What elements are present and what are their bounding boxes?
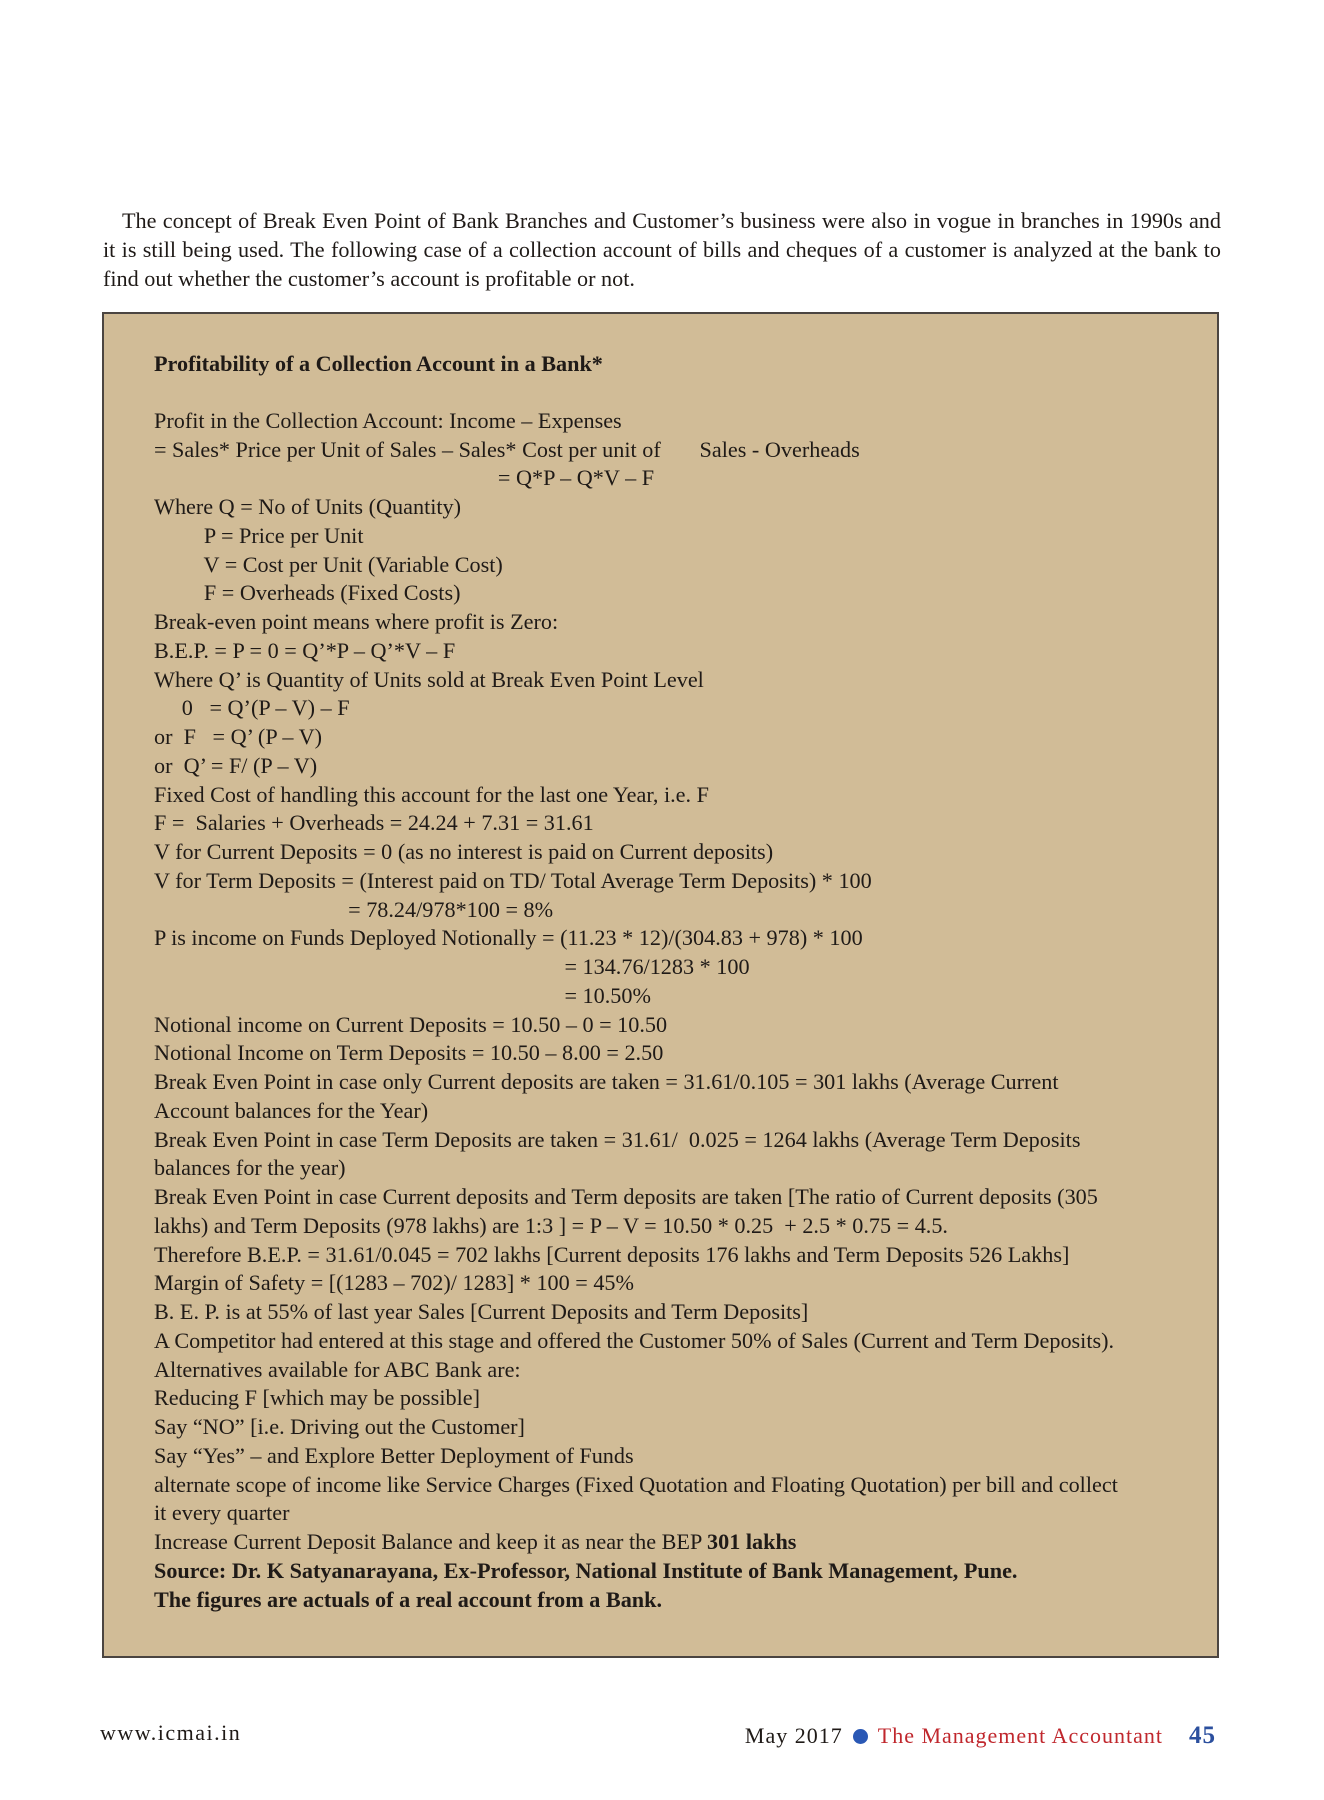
formula-line: 0 = Q’(P – V) – F (154, 695, 350, 721)
formula-line: Say “NO” [i.e. Driving out the Customer] (154, 1414, 525, 1439)
formula-line: Break Even Point in case Term Deposits are taken = 31.61/ 0.025 = 1264 lakhs (Average Term Deposits (154, 1126, 1081, 1152)
formula-line: = 134.76/1283 * 100 (154, 954, 750, 979)
page-number: 45 (1189, 1722, 1216, 1749)
formula-line: V for Term Deposits = (Interest paid on TD/ Total Average Term Deposits) * 100 (154, 867, 872, 893)
formula-line: Notional Income on Term Deposits = 10.50 – 8.00 = 2.50 (154, 1040, 664, 1066)
bullet-dot-icon (853, 1729, 868, 1744)
formula-line: balances for the year) (154, 1155, 346, 1181)
case-study-title: Profitability of a Collection Account in a Bank* (154, 351, 603, 376)
formula-line: Alternatives available for ABC Bank are: (154, 1356, 521, 1382)
formula-line: P = Price per Unit (154, 522, 364, 548)
formula-line: lakhs) and Term Deposits (978 lakhs) are 1:3 ] = P – V = 10.50 * 0.25 + 2.5 * 0.75 = 4.5. (154, 1212, 948, 1238)
formula-line: or F = Q’ (P – V) (154, 724, 323, 749)
formula-line: B. E. P. is at 55% of last year Sales [Current Deposits and Term Deposits] (154, 1299, 809, 1324)
footer-magazine-name: The Management Accountant (877, 1723, 1163, 1748)
formula-line: V for Current Deposits = 0 (as no interest is paid on Current deposits) (154, 839, 774, 864)
case-study-box (102, 312, 1219, 1658)
recommendation-bep-value: 301 lakhs (707, 1529, 797, 1554)
footer-date: May 2017 (744, 1723, 843, 1748)
formula-line: = Sales* Price per Unit of Sales – Sales* Cost per unit of Sales - Overheads (154, 436, 860, 462)
formula-line: Where Q = No of Units (Quantity) (154, 494, 462, 519)
footer-website: www.icmai.in (100, 1720, 242, 1745)
formula-line: or Q’ = F/ (P – V) (154, 752, 318, 778)
formula-line: F = Salaries + Overheads = 24.24 + 7.31 = 31.61 (154, 810, 594, 836)
formula-line: Profit in the Collection Account: Income – Expenses (154, 407, 622, 433)
formula-line: P is income on Funds Deployed Notionally = (11.23 * 12)/(304.83 + 978) * 100 (154, 925, 863, 951)
formula-line: Margin of Safety = [(1283 – 702)/ 1283] * 100 = 45% (154, 1270, 635, 1296)
formula-line: = 78.24/978*100 = 8% (154, 896, 554, 922)
recommendation-text: Increase Current Deposit Balance and keep it as near the BEP (154, 1529, 708, 1554)
formula-line: A Competitor had entered at this stage and offered the Customer 50% of Sales (Current and Term Deposits). (154, 1327, 1115, 1353)
intro-paragraph: The concept of Break Even Point of Bank Branches and Customer’s business were also in vogue in branches in 1990s and it is still being used. The following case of a collection account of bills and cheques of a customer is analyzed at the bank to find out whether the customer’s account is profitable or not. (103, 208, 1221, 291)
formula-line: Where Q’ is Quantity of Units sold at Break Even Point Level (154, 666, 704, 692)
formula-line: Break Even Point in case only Current deposits are taken = 31.61/0.105 = 301 lakhs (Average Current (154, 1069, 1059, 1094)
formula-line: Notional income on Current Deposits = 10.50 – 0 = 10.50 (154, 1011, 668, 1037)
formula-line: Break Even Point in case Current deposits and Term deposits are taken [The ratio of Current deposits (305 (154, 1184, 1098, 1209)
formula-line: Therefore B.E.P. = 31.61/0.045 = 702 lakhs [Current deposits 176 lakhs and Term Deposits 526 Lakhs] (154, 1241, 1070, 1267)
formula-line: = Q*P – Q*V – F (154, 465, 655, 491)
case-study-content (154, 350, 1204, 1614)
recommendation-line (154, 1528, 1204, 1557)
footer-issue-info (745, 1722, 1216, 1750)
source-line: Source: Dr. K Satyanarayana, Ex-Professor, National Institute of Bank Management, Pune. (154, 1557, 1018, 1583)
formula-line: F = Overheads (Fixed Costs) (154, 580, 461, 606)
formula-line: alternate scope of income like Service Charges (Fixed Quotation and Floating Quotation) per bill and collect (154, 1471, 1118, 1497)
formula-line: Account balances for the Year) (154, 1097, 429, 1123)
formula-line: Fixed Cost of handling this account for the last one Year, i.e. F (154, 781, 709, 807)
formula-line: B.E.P. = P = 0 = Q’*P – Q’*V – F (154, 637, 456, 663)
formula-line: = 10.50% (154, 982, 651, 1008)
formula-line: it every quarter (154, 1500, 290, 1526)
formula-line: Reducing F [which may be possible] (154, 1385, 480, 1411)
figures-note: The figures are actuals of a real account from a Bank. (154, 1586, 663, 1612)
formula-line: Break-even point means where profit is Zero: (154, 609, 559, 634)
formula-line: V = Cost per Unit (Variable Cost) (154, 551, 503, 577)
formula-line: Say “Yes” – and Explore Better Deployment of Funds (154, 1442, 634, 1468)
